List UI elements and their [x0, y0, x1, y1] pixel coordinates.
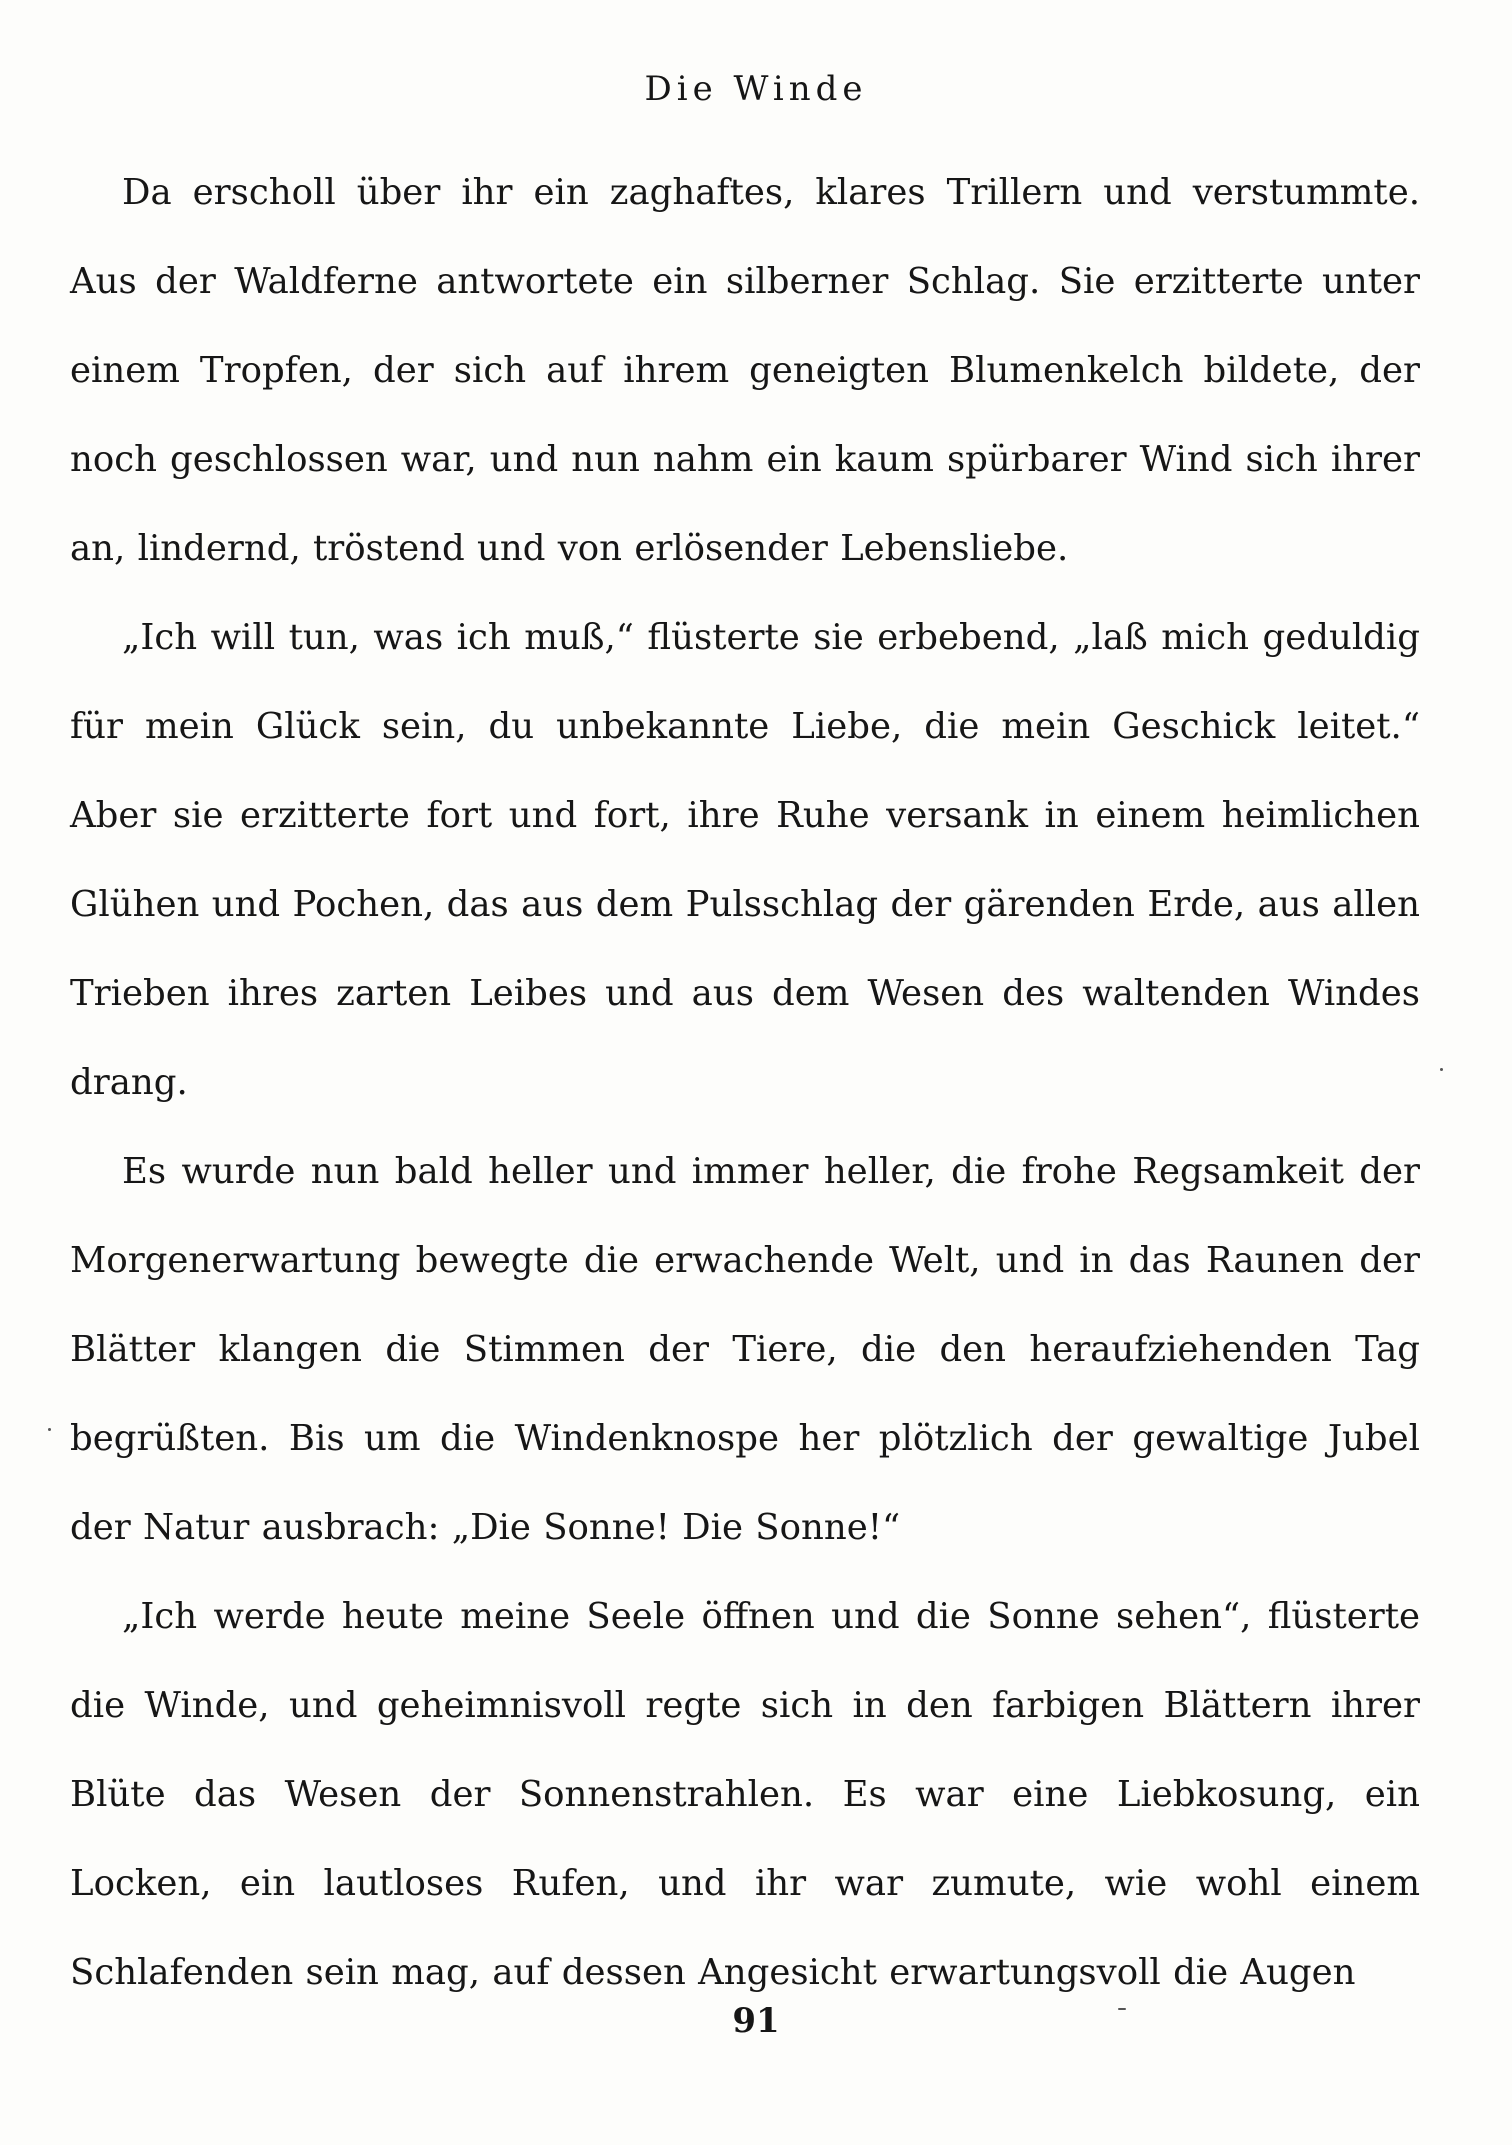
- body-text: [70, 148, 1420, 2017]
- paragraph: „Ich will tun, was ich muß,“ flüsterte sie erbebend, „laß mich geduldig für mein Glück sein, du unbekannte Liebe, die mein Geschick leitet.“ Aber sie erzitterte fort und fort, ihre Ruhe versank in einem heimlichen Glühen und Pochen, das aus dem Pulsschlag der gärenden Erde, aus allen Trieben ihres zarten Leibes und aus dem Wesen des waltenden Windes drang.: [70, 617, 1420, 1103]
- running-head: Die Winde: [644, 69, 868, 109]
- paragraph: Es wurde nun bald heller und immer heller, die frohe Regsamkeit der Morgenerwartung bewegte die erwachende Welt, und in das Raunen der Blätter klangen die Stimmen der Tiere, die den heraufziehenden Tag begrüßten. Bis um die Windenknospe her plötzlich der gewaltige Jubel der Natur ausbrach: „Die Sonne! Die Sonne!“: [70, 1151, 1420, 1548]
- paper-speck: [48, 1428, 51, 1431]
- paper-speck: [1440, 1068, 1443, 1071]
- paper-speck: [1118, 2008, 1126, 2010]
- paragraph: Da erscholl über ihr ein zaghaftes, klares Trillern und verstummte. Aus der Waldferne antwortete ein silberner Schlag. Sie erzitterte unter einem Tropfen, der sich auf ihrem geneigten Blumenkelch bildete, der noch geschlossen war, und nun nahm ein kaum spürbarer Wind sich ihrer an, lindernd, tröstend und von erlösender Lebensliebe.: [70, 172, 1420, 569]
- page-number: 91: [732, 2001, 780, 2041]
- paragraph: „Ich werde heute meine Seele öffnen und die Sonne sehen“, flüsterte die Winde, und geheimnisvoll regte sich in den farbigen Blättern ihrer Blüte das Wesen der Sonnenstrahlen. Es war eine Liebkosung, ein Locken, ein lautloses Rufen, und ihr war zumute, wie wohl einem Schlafenden sein mag, auf dessen Angesicht erwartungsvoll die Augen: [70, 1596, 1420, 1993]
